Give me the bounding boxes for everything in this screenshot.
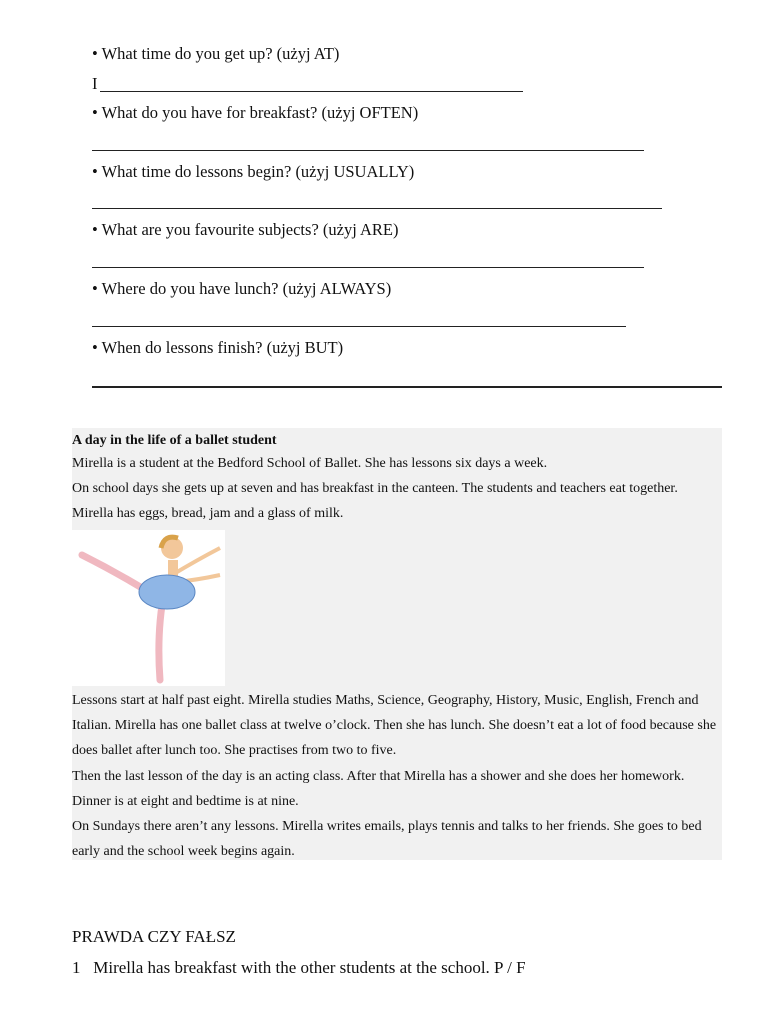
answer-line-2[interactable] [92, 150, 644, 151]
true-false-item-1: 1 Mirella has breakfast with the other students at the school. P / F [72, 958, 526, 977]
question-2: • What do you have for breakfast? (użyj OFTEN) [92, 103, 419, 122]
question-1: • What time do you get up? (użyj AT) [92, 44, 340, 63]
question-6: • When do lessons finish? (użyj BUT) [92, 338, 344, 357]
answer-line-3[interactable] [92, 208, 662, 209]
reading-passage [72, 428, 722, 860]
paragraph-5: On Sundays there aren’t any lessons. Mirella writes emails, plays tennis and talks to her friends. She goes to bed early and the school week begins again. [72, 819, 702, 860]
paragraph-2: On school days she gets up at seven and has breakfast in the canteen. The students and teachers eat together. Mirella has eggs, bread, jam and a glass of milk. [72, 481, 678, 522]
answer-line-4[interactable] [92, 267, 644, 268]
question-4: • What are you favourite subjects? (użyj ARE) [92, 220, 399, 239]
paragraph-4: Then the last lesson of the day is an acting class. After that Mirella has a shower and she does her homework. Dinner is at eight and bedtime is at nine. [72, 769, 685, 810]
answer-line-6[interactable] [92, 386, 722, 388]
reading-title: A day in the life of a ballet student [72, 433, 277, 448]
answer-start: I [92, 74, 98, 93]
ballerina-illustration [72, 530, 225, 686]
paragraph-1: Mirella is a student at the Bedford School of Ballet. She has lessons six days a week. [72, 456, 548, 471]
question-5: • Where do you have lunch? (użyj ALWAYS) [92, 279, 392, 298]
answer-line-1[interactable] [100, 91, 523, 92]
answer-line-5[interactable] [92, 326, 626, 327]
paragraph-3: Lessons start at half past eight. Mirella studies Maths, Science, Geography, History, Music, English, French and Italian. Mirella has one ballet class at twelve o’clock. Then she has lunch. She doesn’t eat a lot of food because she does ballet after lunch too. She practises from two to five. [72, 693, 717, 759]
true-false-heading: PRAWDA CZY FAŁSZ [72, 927, 236, 946]
question-3: • What time do lessons begin? (użyj USUALLY) [92, 162, 415, 181]
